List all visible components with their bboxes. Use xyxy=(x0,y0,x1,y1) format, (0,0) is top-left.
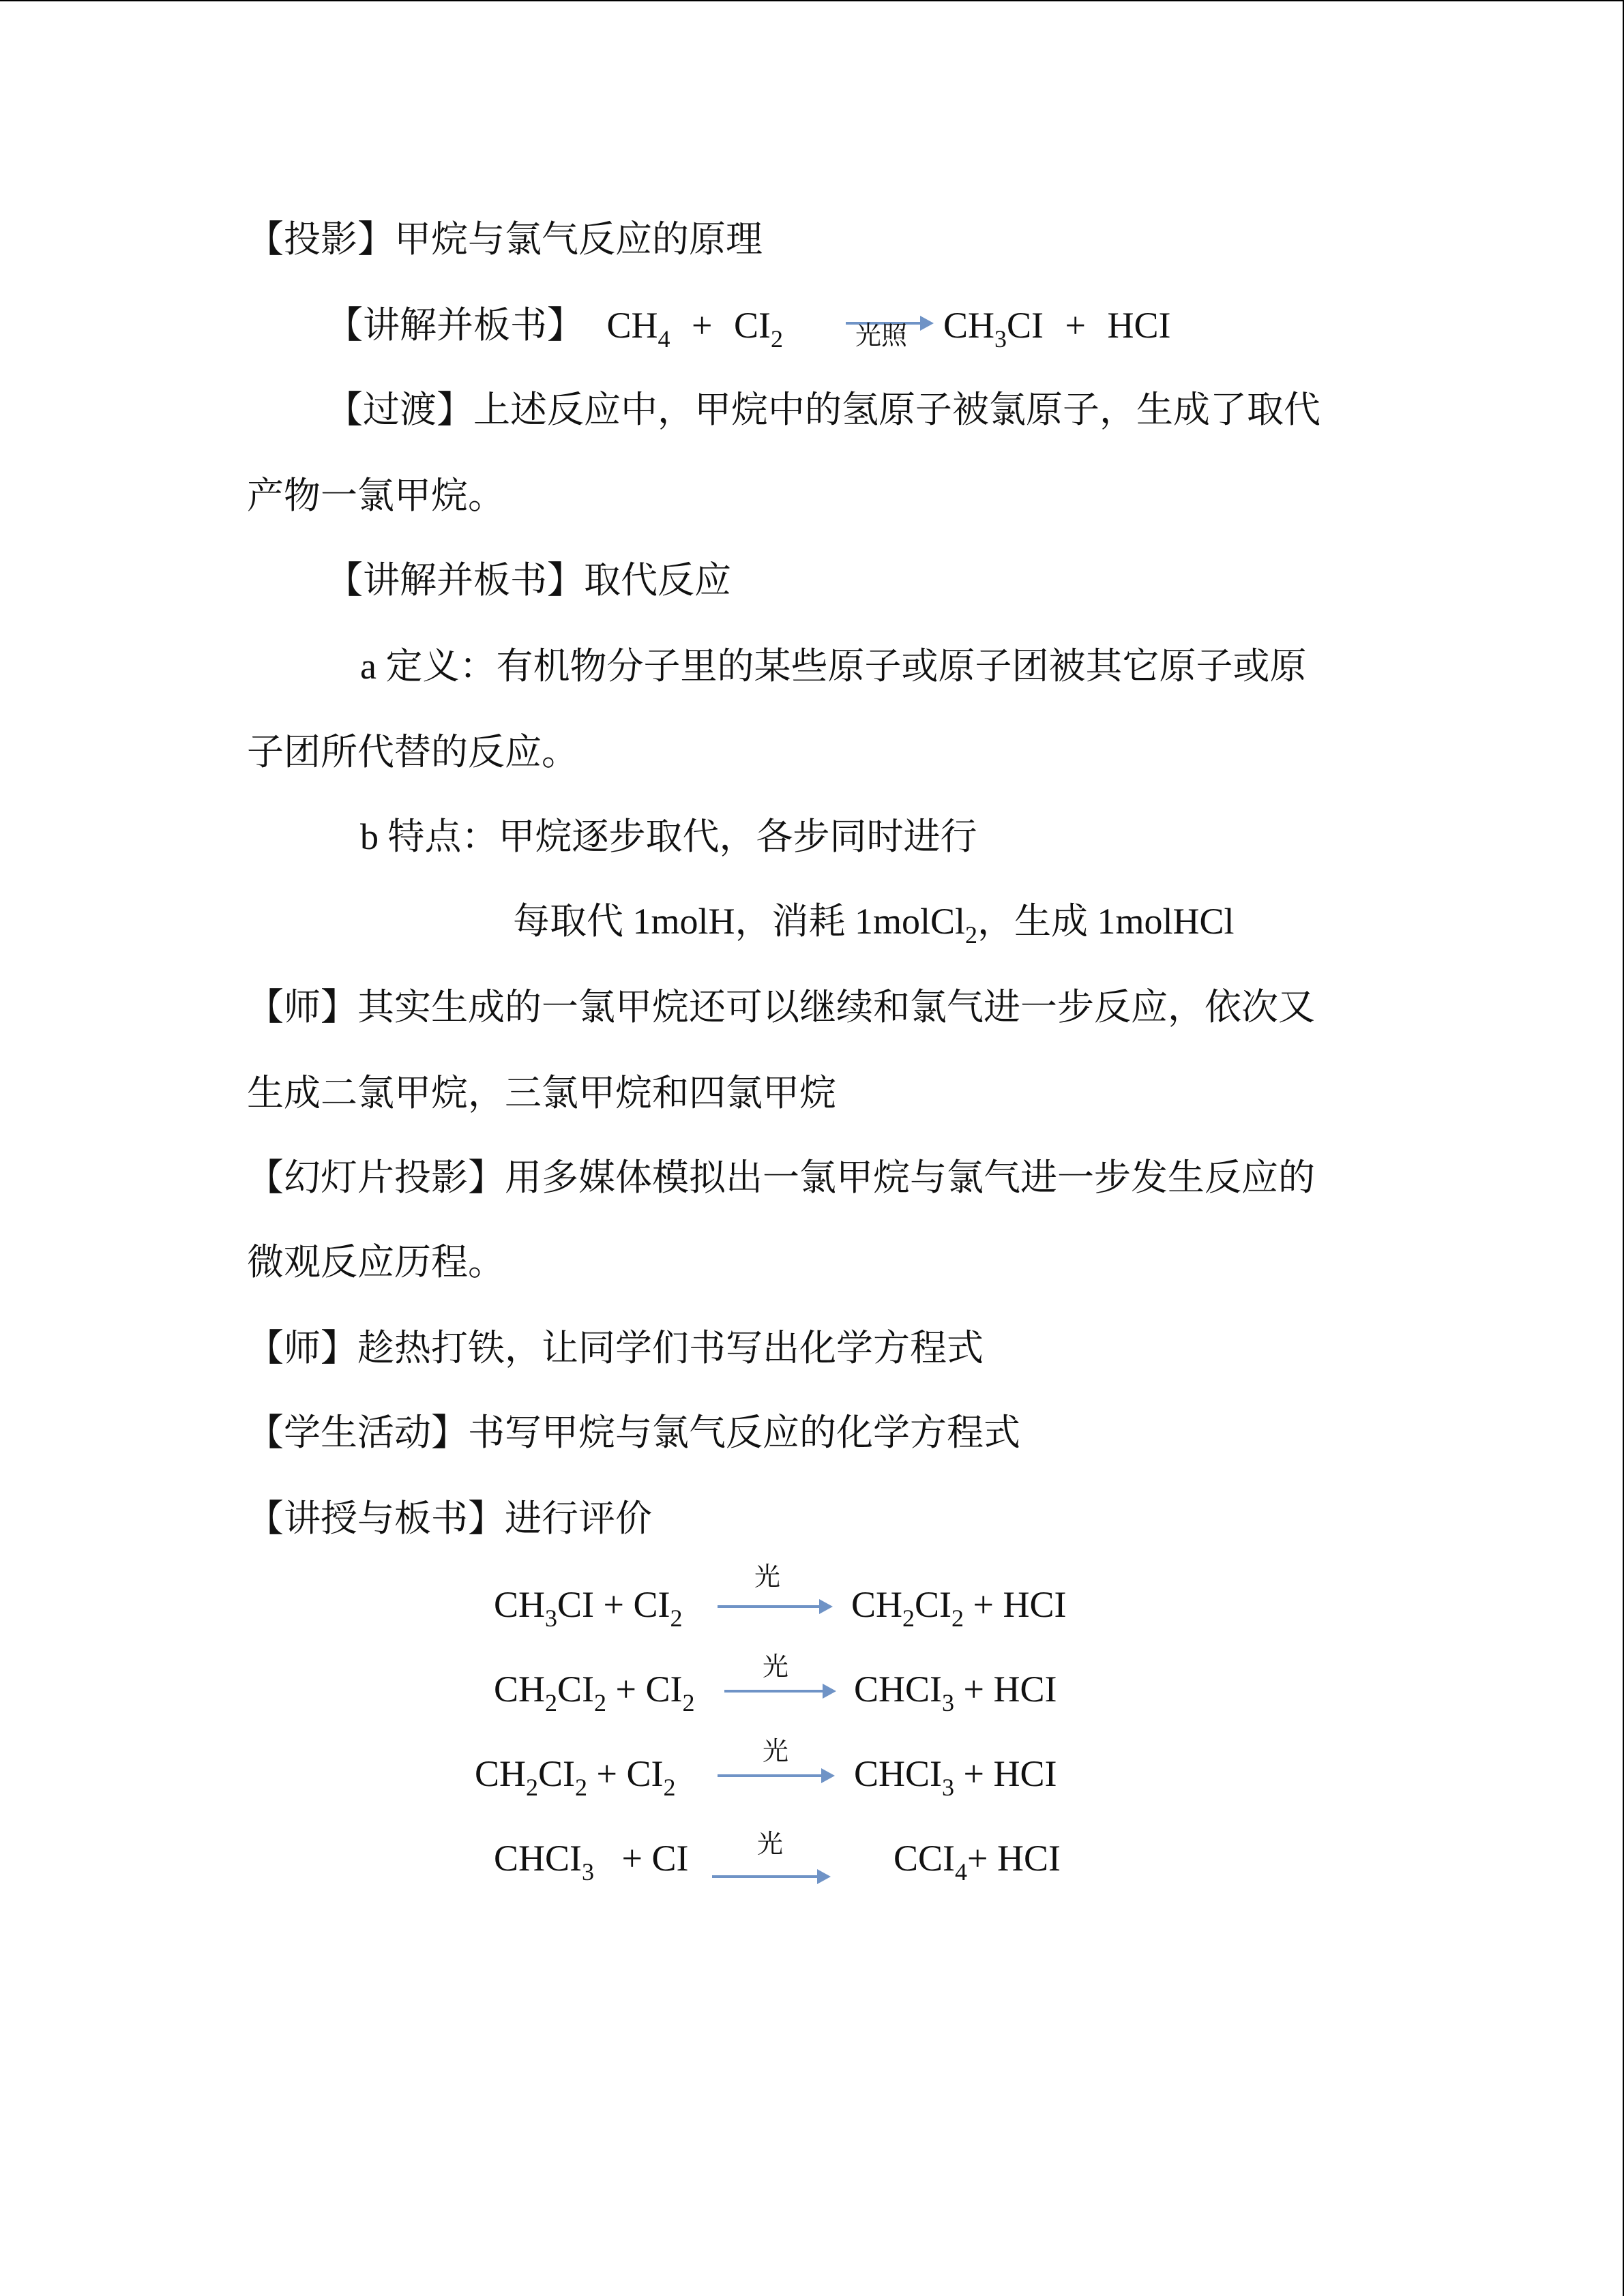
equation-3-rhs: $CHCI_3$ + HCI xyxy=(854,1753,1057,1801)
equation-2-arrow xyxy=(724,1690,833,1693)
equation-3-condition: 光 xyxy=(763,1738,789,1766)
reactant-cl2: $CI_2$ xyxy=(733,305,783,353)
equation-1-condition: 光 xyxy=(754,1563,781,1592)
heading-projection: 【投影】甲烷与氯气反应的原理 xyxy=(247,219,763,260)
teacher-paragraph-line1: 【师】其实生成的一氯甲烷还可以继续和氯气进一步反应，依次又 xyxy=(247,987,1315,1028)
substitution-heading: 【讲解并板书】取代反应 xyxy=(326,560,731,601)
equation-3-lhs: $CH_2CI_2 + CI_2$ xyxy=(475,1753,676,1801)
equation-1-lhs: $CH_3CI + CI_2$ xyxy=(494,1584,683,1632)
transition-paragraph-line2: 产物一氯甲烷。 xyxy=(247,475,505,516)
equation-2-lhs: $CH_2CI_2 + CI_2$ xyxy=(494,1669,695,1716)
equation-4-lhs: $CHCI_3$ + CI xyxy=(494,1838,689,1885)
equation-3-arrow xyxy=(718,1774,832,1777)
equation-4-condition: 光 xyxy=(757,1830,784,1859)
equation-2-condition: 光 xyxy=(763,1653,789,1682)
evaluation-line: 【讲授与板书】进行评价 xyxy=(247,1498,652,1539)
main-reaction-label: 【讲解并板书】 xyxy=(326,305,584,346)
condition-light: 光照 xyxy=(855,322,908,351)
feature-line1: b 特点：甲烷逐步取代，各步同时进行 xyxy=(360,816,977,857)
slide-paragraph-line1: 【幻灯片投影】用多媒体模拟出一氯甲烷与氯气进一步发生反应的 xyxy=(247,1157,1315,1198)
teacher-strike-line: 【师】趁热打铁，让同学们书写出化学方程式 xyxy=(247,1328,984,1369)
definition-line1: a 定义：有机物分子里的某些原子或原子团被其它原子或原 xyxy=(360,646,1307,687)
equation-1-rhs: $CH_2CI_2$ + HCI xyxy=(851,1584,1067,1632)
equation-2-rhs: $CHCI_3$ + HCI xyxy=(854,1669,1057,1716)
main-reaction-line xyxy=(326,305,783,353)
equation-4-arrow xyxy=(712,1875,828,1878)
equation-4-rhs: $CCI_4+$ HCI xyxy=(894,1838,1061,1885)
student-activity-line: 【学生活动】书写甲烷与氯气反应的化学方程式 xyxy=(247,1412,1020,1453)
slide-paragraph-line2: 微观反应历程。 xyxy=(247,1242,505,1283)
feature-line2: 每取代 1molH，消耗 1molCl$_2$，生成 1molHCl xyxy=(513,901,1235,949)
teacher-paragraph-line2: 生成二氯甲烷，三氯甲烷和四氯甲烷 xyxy=(247,1073,836,1114)
definition-line2: 子团所代替的反应。 xyxy=(247,732,578,773)
transition-paragraph-line1: 【过渡】上述反应中，甲烷中的氢原子被氯原子，生成了取代 xyxy=(326,389,1320,430)
plus-sign: + xyxy=(692,305,713,346)
reactant-ch4: $CH_4$ xyxy=(606,305,670,353)
equation-1-arrow xyxy=(718,1605,830,1608)
main-reaction-products: $CH_3CI$ + HCI xyxy=(943,305,1171,353)
